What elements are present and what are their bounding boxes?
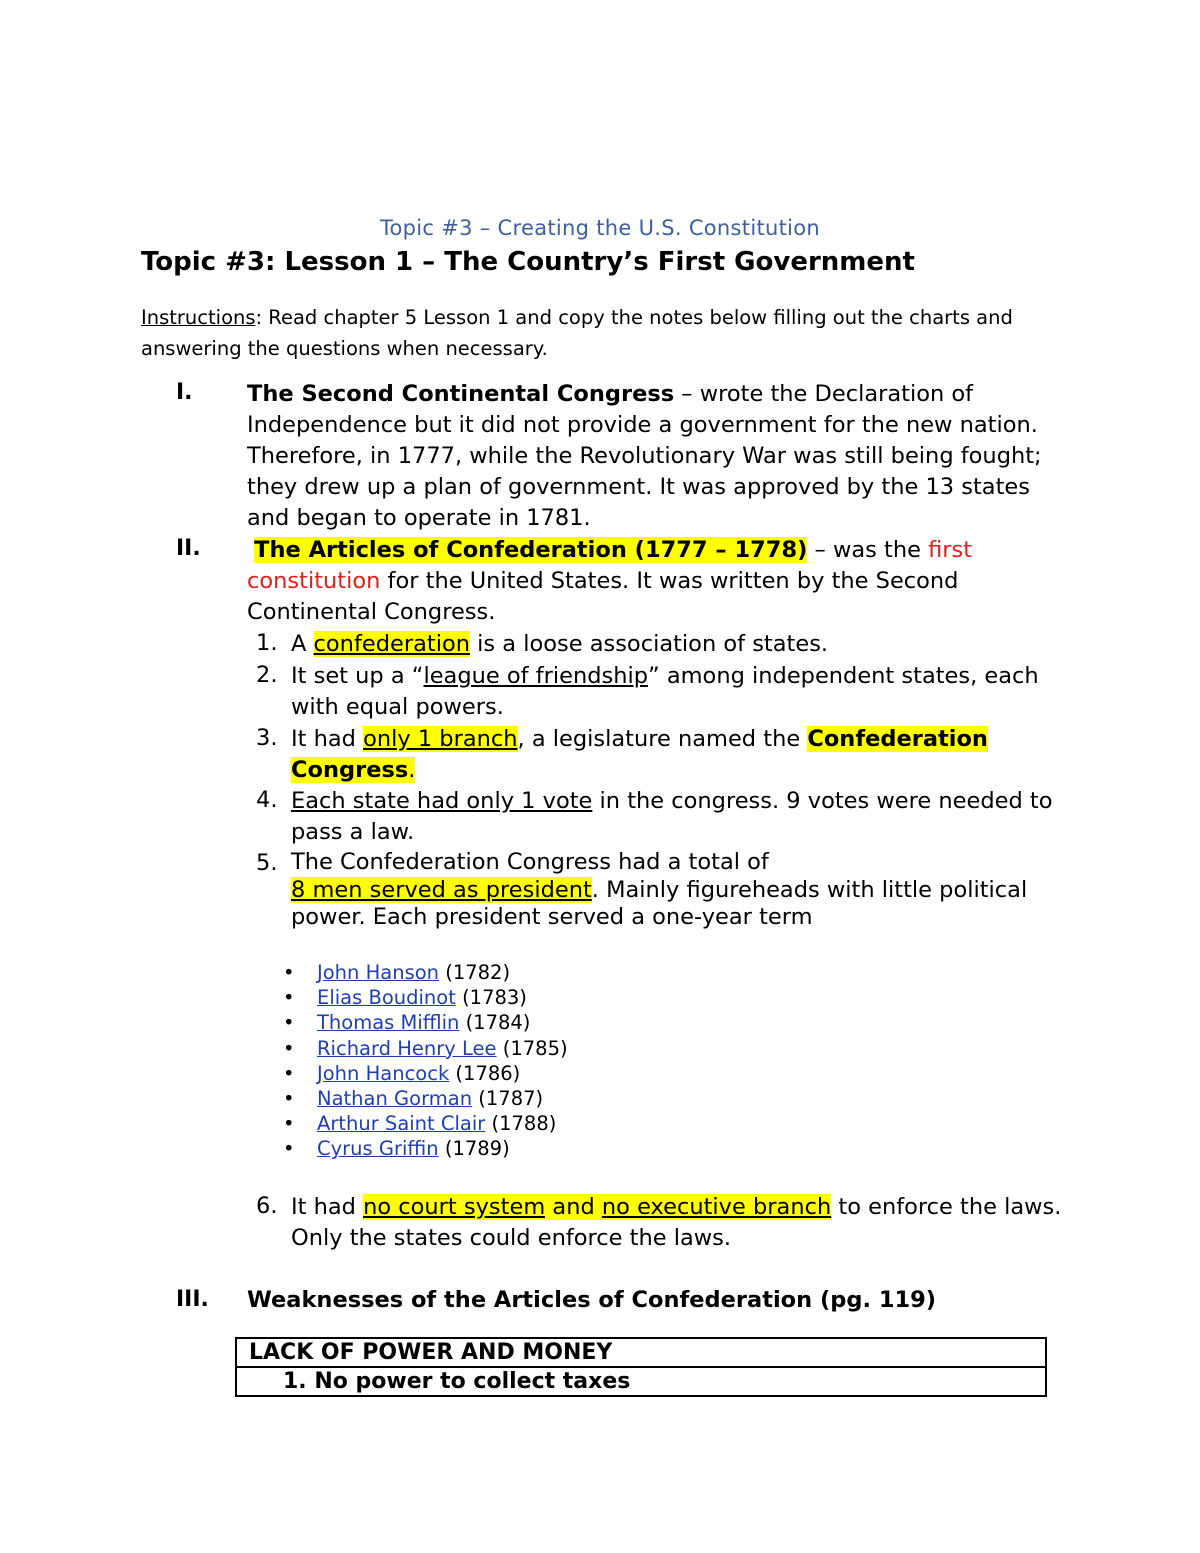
weaknesses-table (235, 1337, 1047, 1397)
section-1-text: – wrote the Declaration of Independence but it did not provide a government for the new nation. Therefore, in 1777, while the Revolutionary War was still being fought; they drew up a plan of government. It was approved by the 13 states and began to operate in 1781. (247, 381, 1042, 531)
instructions-text: Read chapter 5 Lesson 1 and copy the notes below filling out the charts and answering the questions when necessary. (141, 306, 1013, 360)
instructions: Instructions: Read chapter 5 Lesson 1 and copy the notes below filling out the charts and answering the questions when necessary. (141, 306, 1013, 360)
instructions-label: Instructions (141, 306, 256, 329)
section-2: The Articles of Confederation (1777 – 1778) – was the first constitution for the United States. It was written by the Second Continental Congress. (247, 537, 973, 625)
section-2-heading: The Articles of Confederation (1777 – 1778) (254, 537, 808, 563)
president-link[interactable]: John Hanson (317, 961, 440, 984)
president-link[interactable]: Elias Boudinot (317, 986, 456, 1010)
eight-presidents-term: 8 men served as president (291, 876, 592, 903)
table-row (236, 1338, 1046, 1367)
topic-subtitle: Topic #3 – Creating the U.S. Constitution (379, 216, 821, 240)
bullet-icon: • (283, 1137, 295, 1161)
table-row (236, 1367, 1046, 1396)
league-of-friendship-term: league of friendship (423, 663, 649, 689)
confederation-congress-term: Confederation Congress (291, 726, 988, 783)
section-1 (247, 379, 1067, 534)
list-item: • Nathan Gorman (1787) (283, 1086, 544, 1110)
confederation-term: confederation (313, 631, 470, 657)
only-1-branch-term: only 1 branch (363, 726, 518, 752)
bullet-icon: • (283, 1112, 295, 1136)
item-6: It had no court system and no executive branch to enforce the laws. Only the states could enforce the laws. (291, 1194, 1062, 1251)
item-6-number: 6. (256, 1193, 278, 1219)
bullet-icon: • (283, 986, 295, 1010)
list-item: • Thomas Mifflin (1784) (283, 1011, 531, 1035)
bullet-icon: • (283, 1011, 295, 1035)
bullet-icon: • (283, 1036, 295, 1060)
president-link[interactable]: Nathan Gorman (317, 1086, 473, 1110)
first-constitution-text: first constitution (247, 537, 973, 594)
bullet-icon: • (283, 961, 295, 984)
section-2-numeral: II. (176, 536, 201, 561)
list-item: • John Hancock (1786) (283, 1061, 521, 1085)
president-link[interactable]: Cyrus Griffin (317, 1137, 439, 1161)
item-2: It set up a “league of friendship” among independent states, each with equal powers. (291, 663, 1039, 720)
no-executive-branch-term: no executive branch (601, 1194, 832, 1220)
item-5-number: 5. (256, 850, 278, 876)
bullet-icon: • (283, 1086, 295, 1110)
bullet-icon: • (283, 1061, 295, 1085)
section-3-numeral: III. (176, 1287, 209, 1312)
section-3-heading: Weaknesses of the Articles of Confederation (pg. 119) (247, 1287, 937, 1313)
list-item: • Elias Boudinot (1783) (283, 986, 527, 1010)
item-5: The Confederation Congress had a total of 8 men served as president. Mainly figureheads with little political power. Each president served a one-year term (291, 849, 1028, 930)
president-link[interactable]: Arthur Saint Clair (317, 1112, 486, 1136)
item-2-number: 2. (256, 662, 278, 688)
item-1-number: 1. (256, 630, 278, 656)
presidents-list (283, 960, 683, 1162)
no-court-system-term: no court system (363, 1194, 546, 1220)
section-1-heading: The Second Continental Congress (247, 381, 675, 407)
item-3: It had only 1 branch, a legislature named the Confederation Congress. (291, 726, 988, 783)
table-cell: 1. No power to collect taxes (236, 1367, 1046, 1396)
section-1-numeral: I. (176, 380, 193, 405)
table-header-cell: LACK OF POWER AND MONEY (236, 1338, 1046, 1367)
president-link[interactable]: Thomas Mifflin (317, 1011, 460, 1035)
item-4: Each state had only 1 vote in the congress. 9 votes were needed to pass a law. (291, 788, 1053, 845)
president-link[interactable]: John Hancock (317, 1061, 450, 1085)
president-link[interactable]: Richard Henry Lee (317, 1036, 497, 1060)
list-item: • Cyrus Griffin (1789) (283, 1137, 510, 1161)
list-item: • John Hanson (1782) (283, 961, 511, 984)
item-1: A confederation is a loose association of states. (291, 631, 829, 657)
item-3-number: 3. (256, 725, 278, 751)
page-title: Topic #3: Lesson 1 – The Country’s First Government (141, 247, 915, 277)
list-item: • Arthur Saint Clair (1788) (283, 1112, 557, 1136)
list-item: • Richard Henry Lee (1785) (283, 1036, 568, 1060)
item-4-number: 4. (256, 787, 278, 813)
one-vote-term: Each state had only 1 vote (291, 788, 593, 814)
